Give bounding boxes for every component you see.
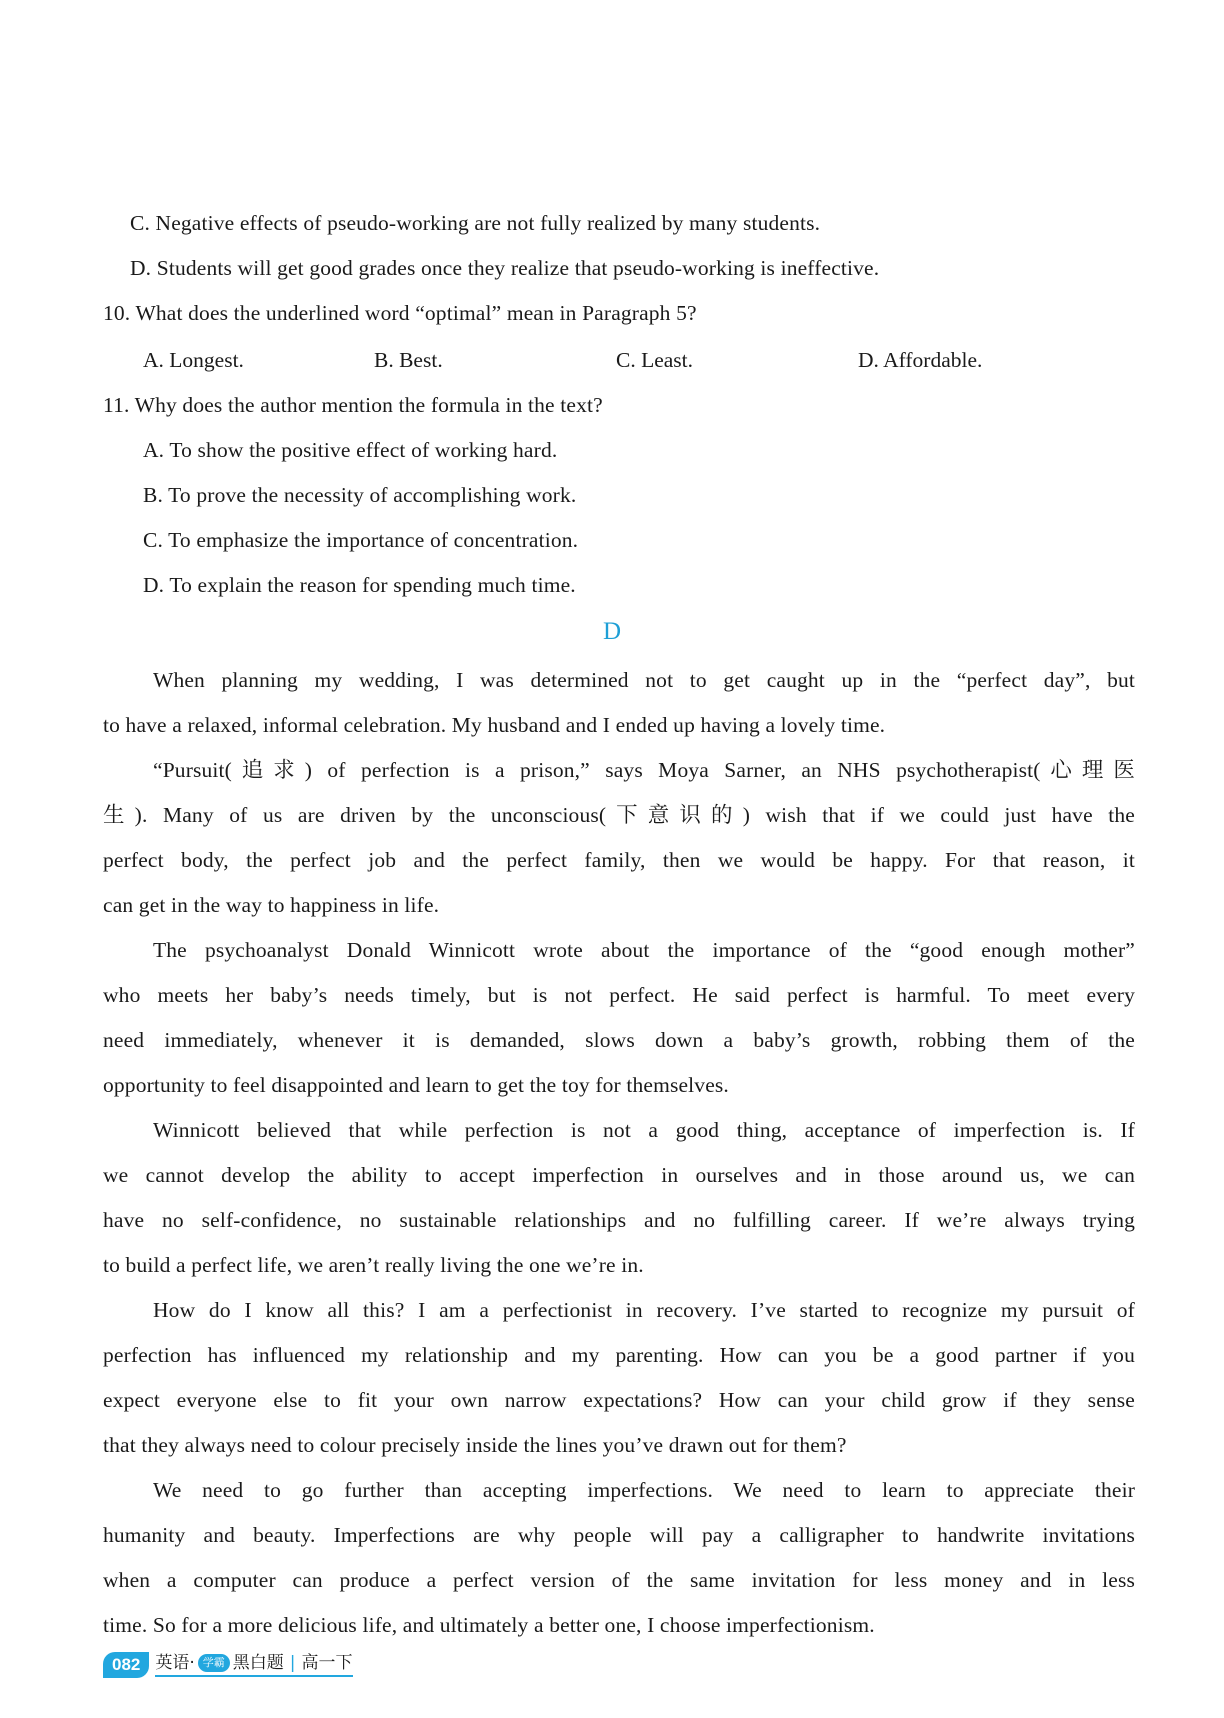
passage-line: expect everyone else to fit your own narrow expectations? How can your child grow if they sense: [103, 1388, 1135, 1412]
footer-title: [155, 1653, 352, 1677]
passage-line: we cannot develop the ability to accept imperfection in ourselves and in those around us, we can: [103, 1163, 1135, 1187]
passage-line: perfect body, the perfect job and the perfect family, then we would be happy. For that reason, it: [103, 848, 1135, 872]
q10-option-c: C. Least.: [616, 348, 694, 372]
q9-option-d: D. Students will get good grades once they realize that pseudo-working is ineffective.: [130, 256, 880, 280]
passage-line: time. So for a more delicious life, and ultimately a better one, I choose imperfectionism.: [103, 1613, 875, 1637]
passage-line: The psychoanalyst Donald Winnicott wrote about the importance of the “good enough mother”: [153, 938, 1135, 962]
page-footer: [103, 1650, 353, 1680]
passage-line: that they always need to colour precisely inside the lines you’ve drawn out for them?: [103, 1433, 847, 1457]
q10-option-a: A. Longest.: [143, 348, 244, 372]
q10-stem: 10. What does the underlined word “optimal” mean in Paragraph 5?: [103, 301, 697, 325]
passage-line: to build a perfect life, we aren’t really living the one we’re in.: [103, 1253, 644, 1277]
passage-line: who meets her baby’s needs timely, but is not perfect. He said perfect is harmful. To meet every: [103, 983, 1135, 1007]
q11-option-b: B. To prove the necessity of accomplishing work.: [143, 483, 577, 507]
passage-line: can get in the way to happiness in life.: [103, 893, 440, 917]
passage-line: How do I know all this? I am a perfectionist in recovery. I’ve started to recognize my pursuit of: [153, 1298, 1135, 1322]
passage-line: When planning my wedding, I was determined not to get caught up in the “perfect day”, but: [153, 668, 1135, 692]
passage-line: have no self-confidence, no sustainable relationships and no fulfilling career. If we’re always trying: [103, 1208, 1135, 1232]
passage-line: to have a relaxed, informal celebration. My husband and I ended up having a lovely time.: [103, 713, 886, 737]
passage-line: when a computer can produce a perfect version of the same invitation for less money and in less: [103, 1568, 1135, 1592]
footer-dot: ·: [189, 1653, 195, 1673]
q11-option-c: C. To emphasize the importance of concentration.: [143, 528, 579, 552]
q11-stem: 11. Why does the author mention the formula in the text?: [103, 393, 603, 417]
footer-separator: |: [289, 1653, 296, 1673]
passage-line: Winnicott believed that while perfection is not a good thing, acceptance of imperfection is. If: [153, 1118, 1135, 1142]
q11-option-d: D. To explain the reason for spending much time.: [143, 573, 576, 597]
passage-line: humanity and beauty. Imperfections are why people will pay a calligrapher to handwrite invitations: [103, 1523, 1135, 1547]
footer-grade: 高一下: [301, 1653, 353, 1673]
passage-line: need immediately, whenever it is demanded, slows down a baby’s growth, robbing them of the: [103, 1028, 1135, 1052]
footer-series: 黑白题: [232, 1653, 284, 1673]
passage-line: “Pursuit(追求) of perfection is a prison,” says Moya Sarner, an NHS psychotherapist(心理医: [153, 758, 1135, 782]
passage-line: opportunity to feel disappointed and learn to get the toy for themselves.: [103, 1073, 729, 1097]
q9-option-c: C. Negative effects of pseudo-working are not fully realized by many students.: [130, 211, 821, 235]
section-heading: D: [602, 618, 622, 645]
q10-option-b: B. Best.: [374, 348, 443, 372]
page-number: 082: [103, 1652, 149, 1678]
brand-logo-badge: 学霸: [198, 1654, 230, 1672]
q10-option-d: D. Affordable.: [858, 348, 983, 372]
passage-line: 生). Many of us are driven by the unconscious(下意识的) wish that if we could just have the: [103, 803, 1135, 827]
footer-subject: 英语: [155, 1653, 190, 1673]
passage-line: We need to go further than accepting imperfections. We need to learn to appreciate their: [153, 1478, 1135, 1502]
passage-line: perfection has influenced my relationship and my parenting. How can you be a good partner if you: [103, 1343, 1135, 1367]
q11-option-a: A. To show the positive effect of working hard.: [143, 438, 558, 462]
